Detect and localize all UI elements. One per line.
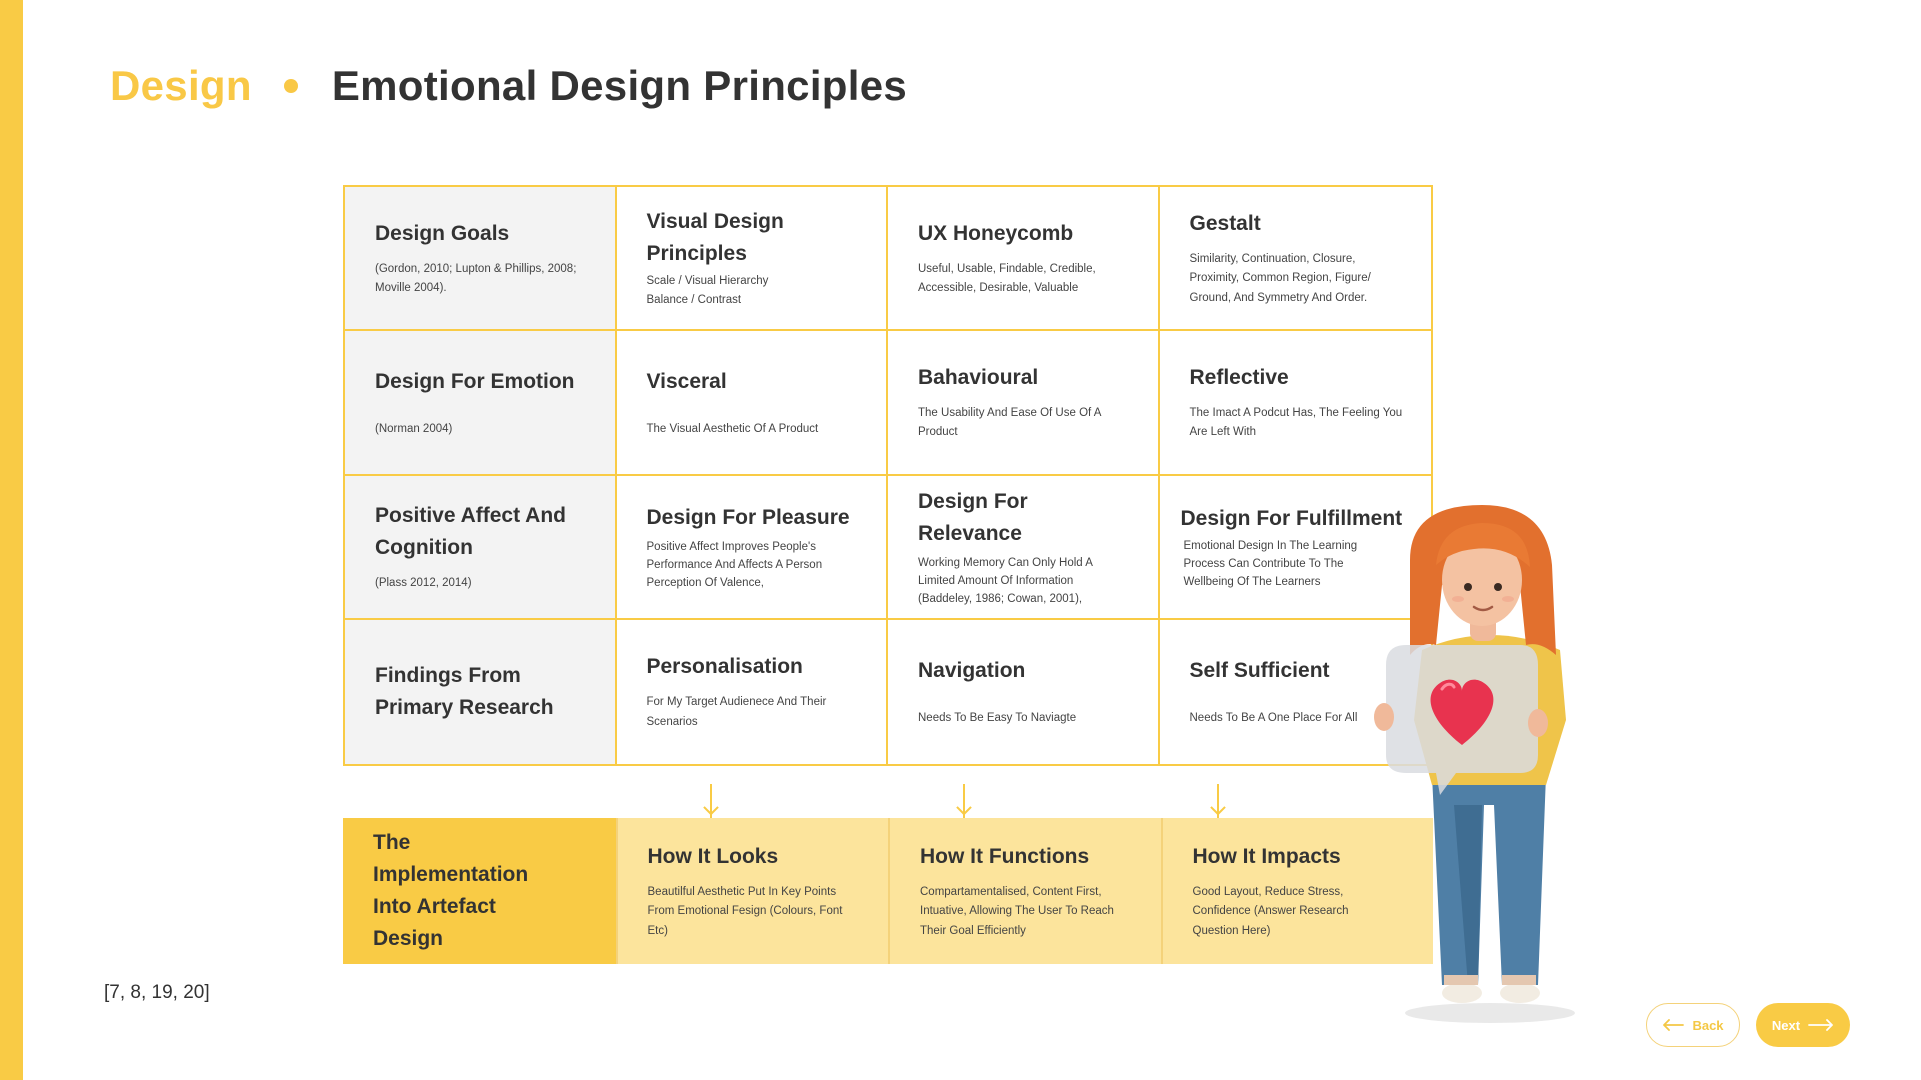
cell-title: Bahavioural [918, 365, 1039, 389]
grid-cell-findings [345, 620, 617, 764]
cell-title: UX Honeycomb [918, 221, 1074, 245]
impl-text: Compartamentalised, Content First, Intuative, Allowing The User To Reach Their Goal Efficiently [920, 885, 1114, 937]
grid-cell-positive-affect [345, 476, 617, 620]
grid-cell-design-for-emotion [345, 331, 617, 475]
arrow-right-icon [1808, 1019, 1834, 1031]
implementation-row [343, 818, 1433, 964]
cell-title: Design Goals [375, 221, 510, 245]
grid-cell-behavioural [888, 331, 1160, 475]
cell-text: Needs To Be A One Place For All [1189, 712, 1358, 725]
cell-text: (Gordon, 2010; Lupton & Phillips, 2008; Moville 2004). [375, 262, 577, 295]
grid-cell-reflective [1160, 331, 1432, 475]
grid-cell-design-for-pleasure [617, 476, 889, 620]
cell-title: Visual Design Principles [646, 209, 784, 265]
character-illustration [1370, 505, 1610, 1025]
impl-text: Good Layout, Reduce Stress, Confidence (Answer Research Question Here) [1192, 885, 1349, 937]
implementation-label: The Implementation Into Artefact Design [373, 831, 529, 950]
impl-cell-how-it-looks [616, 818, 889, 964]
grid-cell-personalisation [617, 620, 889, 764]
page-title: Emotional Design Principles [331, 62, 908, 109]
cell-title: Reflective [1189, 365, 1289, 389]
cell-text: Working Memory Can Only Hold A Limited Amount Of Information (Baddeley, 1986; Cowan, 2001), [918, 556, 1093, 605]
grid-cell-design-for-relevance [888, 476, 1160, 620]
impl-cell-how-it-functions [888, 818, 1161, 964]
cell-title: Visceral [646, 369, 727, 393]
cell-text: Similarity, Continuation, Closure, Proximity, Common Region, Figure/ Ground, And Symmetry And Order. [1189, 252, 1371, 304]
cell-title: Navigation [918, 659, 1026, 683]
back-button-label: Back [1692, 1017, 1724, 1033]
impl-title: How It Impacts [1192, 844, 1341, 868]
cell-title: Design For Emotion [375, 369, 575, 393]
accent-side-bar [0, 0, 23, 1080]
references: [7, 8, 19, 20] [104, 982, 210, 1003]
cell-title: Self Sufficient [1189, 659, 1330, 683]
grid-cell-visual-design-principles [617, 187, 889, 331]
grid-cell-design-goals [345, 187, 617, 331]
cell-text: Useful, Usable, Findable, Credible, Accessible, Desirable, Valuable [918, 262, 1096, 295]
cell-title: Positive Affect And Cognition [375, 503, 566, 559]
separator-dot [284, 79, 298, 93]
arrow-down-icon [704, 784, 718, 822]
next-button[interactable] [1756, 1003, 1850, 1047]
principles-grid [343, 185, 1433, 766]
arrow-down-icon [1211, 784, 1225, 822]
grid-cell-visceral [617, 331, 889, 475]
cell-text: Needs To Be Easy To Naviagte [918, 712, 1077, 725]
impl-title: How It Functions [920, 844, 1090, 868]
page-header [110, 58, 907, 114]
cell-text: The Visual Aesthetic Of A Product [646, 422, 819, 435]
cell-text: The Imact A Podcut Has, The Feeling You Are Left With [1189, 406, 1403, 439]
cell-text: The Usability And Ease Of Use Of A Product [918, 406, 1101, 439]
cell-text: (Norman 2004) [375, 422, 453, 435]
impl-text: Beautilful Aesthetic Put In Key Points From Emotional Fesign (Colours, Font Etc) [647, 885, 843, 937]
grid-cell-ux-honeycomb [888, 187, 1160, 331]
cell-title: Personalisation [646, 655, 803, 679]
grid-cell-navigation [888, 620, 1160, 764]
cell-text: (Plass 2012, 2014) [375, 576, 472, 589]
back-button[interactable] [1646, 1003, 1740, 1047]
cell-text: For My Target Audienece And Their Scenarios [646, 696, 827, 728]
cell-title: Gestalt [1189, 211, 1261, 235]
cell-title: Design For Fulfillment [1180, 506, 1403, 530]
cell-text: Scale / Visual Hierarchy Balance / Contrast [646, 274, 769, 307]
cell-title: Design For Relevance [918, 489, 1028, 545]
cell-title: Design For Pleasure [646, 505, 850, 529]
section-label[interactable]: Design [110, 62, 252, 109]
implementation-label-cell [343, 818, 616, 964]
impl-title: How It Looks [647, 844, 779, 868]
grid-cell-gestalt [1160, 187, 1432, 331]
cell-text: Emotional Design In The Learning Process Can Contribute To The Wellbeing Of The Learners [1183, 539, 1358, 588]
next-button-label: Next [1771, 1017, 1801, 1033]
arrow-left-icon [1662, 1019, 1684, 1031]
cell-title: Findings From Primary Research [375, 663, 554, 719]
cell-text: Positive Affect Improves People's Performance And Affects A Person Perception Of Valence, [646, 540, 823, 589]
arrow-down-icon [957, 784, 971, 822]
